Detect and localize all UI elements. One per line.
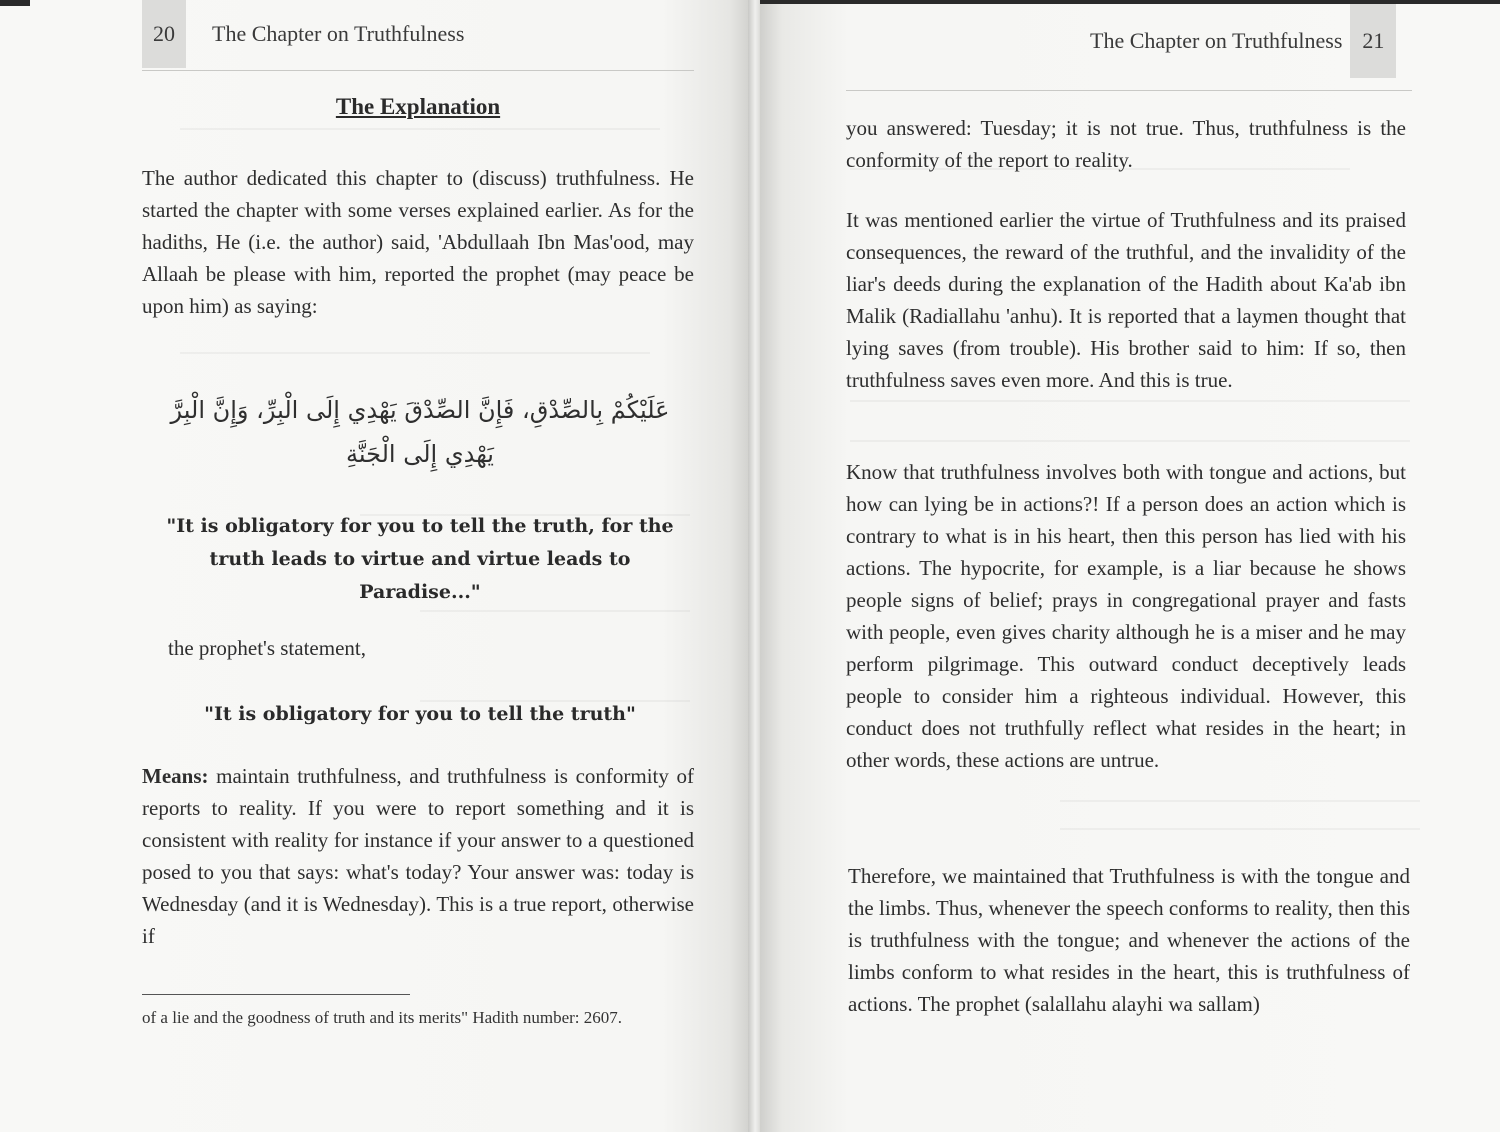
hadith-translation: "It is obligatory for you to tell the truth, for the truth leads to virtue and virtue leads to Paradise..." <box>166 515 674 603</box>
right-paragraph-4: Therefore, we maintained that Truthfulness is with the tongue and the limbs. Thus, whenever the speech conforms to reality, then this is truthfulness with the tongue; and whenever the actions of the limbs conform to what resides in the heart, this is truthfulness of actions. The prophet (salallahu alayhi wa sallam) <box>848 864 1410 1016</box>
left-page-header <box>142 0 464 68</box>
statement-intro: the prophet's statement, <box>168 636 366 660</box>
right-page-number: 21 <box>1350 4 1396 78</box>
bleed-line <box>180 128 660 130</box>
bleed-line <box>1060 828 1420 830</box>
section-title: The Explanation <box>335 94 501 119</box>
bleed-line <box>1060 800 1420 802</box>
right-running-header: The Chapter on Truthfulness <box>1090 28 1343 53</box>
page-top-edge <box>0 0 30 6</box>
means-label: Means: <box>142 764 209 788</box>
bleed-line <box>850 440 1410 442</box>
right-header-rule <box>846 90 1412 91</box>
means-paragraph <box>142 760 694 952</box>
statement-quote: "It is obligatory for you to tell the truth" <box>204 703 636 725</box>
means-text: maintain truthfulness, and truthfulness is conformity of reports to reality. If you were to report something and it is consistent with reality for instance if your answer to a questioned posed to you that says: what's today? Your answer was: today is Wednesday (and it is Wednesday). This is a true report, otherwise if <box>142 764 695 948</box>
right-paragraph-2: It was mentioned earlier the virtue of Truthfulness and its praised consequences, the reward of the truthful, and the invalidity of the liar's deeds during the explanation of the Hadith about Ka'ab ibn Malik (Radiallahu 'anhu). It is reported that a laymen thought that lying saves (from trouble). His brother said to him: If so, then truthfulness saves even more. And this is true. <box>846 208 1406 392</box>
right-paragraph-1: you answered: Tuesday; it is not true. Thus, truthfulness is the conformity of the report to reality. <box>846 116 1406 172</box>
arabic-hadith-text: عَلَيْكُمْ بِالصِّدْقِ، فَإِنَّ الصِّدْقَ يَهْدِي إِلَى الْبِرِّ، وَإِنَّ الْبِرَّ يَهْدِي إِلَى الْجَنَّةِ <box>170 396 670 468</box>
footnote: of a lie and the goodness of truth and its merits" Hadith number: 2607. <box>142 1008 623 1027</box>
footnote-rule <box>142 994 410 995</box>
left-running-header: The Chapter on Truthfulness <box>212 21 465 46</box>
bleed-line <box>420 610 690 612</box>
left-header-rule <box>142 70 694 71</box>
intro-paragraph: The author dedicated this chapter to (discuss) truthfulness. He started the chapter with some verses explained earlier. As for the hadiths, He (i.e. the author) said, 'Abdullaah Ibn Mas'ood, may Allaah be please with him, reported the prophet (may peace be upon him) as saying: <box>142 166 694 318</box>
bleed-line <box>850 400 1410 402</box>
right-paragraph-3: Know that truthfulness involves both with tongue and actions, but how can lying be in actions?! If a person does an action which is contrary to what is in his heart, then this person has lied with his actions. The hypocrite, for example, is a liar because he shows people signs of belief; prays in congregational prayer and fasts with people, even gives charity although he is a miser and he may perform pilgrimage. This outward conduct deceptively leads people to consider him a righteous individual. However, this conduct does not truthfully reflect what resides in the heart; in other words, these actions are untrue. <box>846 460 1406 772</box>
left-page-number: 20 <box>142 0 186 68</box>
right-page-header <box>1090 4 1396 78</box>
bleed-line <box>180 352 650 354</box>
